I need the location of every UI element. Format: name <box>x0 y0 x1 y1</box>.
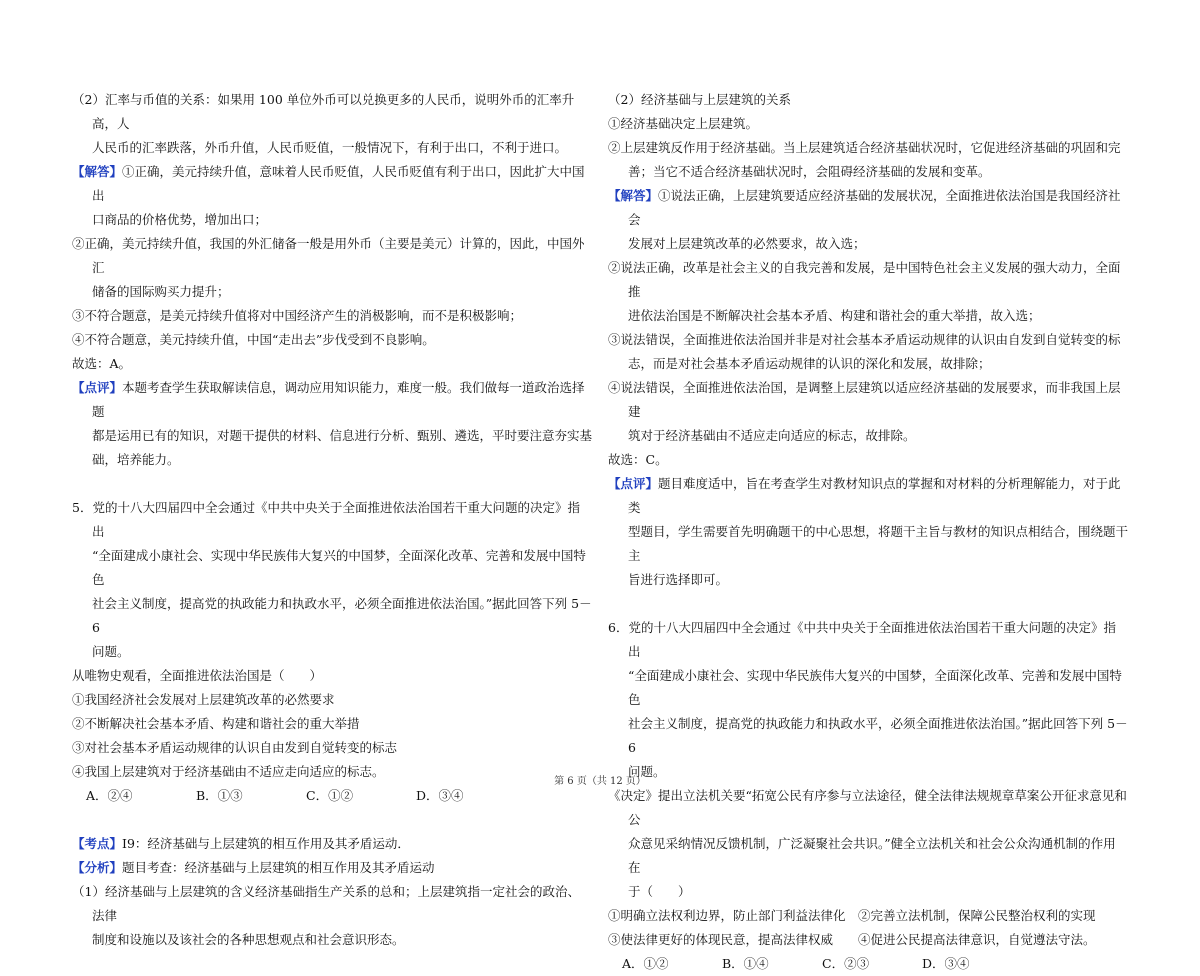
spacer <box>72 808 592 832</box>
analysis-item-1: （1）经济基础与上层建筑的含义经济基础指生产关系的总和；上层建筑指一定社会的政治、法律 制度和设施以及该社会的各种思想观点和社会意识形态。 <box>72 884 580 947</box>
relation-item-2: ②上层建筑反作用于经济基础。当上层建筑适合经济基础状况时，它促进经济基础的巩固和完 善；当它不适合经济基础状况时，会阻碍经济基础的发展和变革。 <box>608 140 1121 179</box>
option-b: B．①③ <box>196 788 243 803</box>
relation-heading: （2）经济基础与上层建筑的关系 <box>608 92 791 107</box>
question-6-options <box>608 952 1128 976</box>
answer-tag: 【解答】 <box>72 164 123 179</box>
question-6-stem: 《决定》提出立法机关要“拓宽公民有序参与立法途径，健全法律法规规章草案公开征求意见和公 众意见采纳情况反馈机制，广泛凝聚社会共识。”健全立法机关和社会公众沟通机制的作用在 于（ ） <box>608 788 1127 899</box>
knowledge-point: 【考点】I9：经济基础与上层建筑的相互作用及其矛盾运动． <box>72 836 410 851</box>
answer-section: 【解答】①说法正确，上层建筑要适应经济基础的发展状况，全面推进依法治国是我国经济社会 发展对上层建筑改革的必然要求，故入选； <box>608 188 1121 251</box>
answer-item-4: ④说法错误，全面推进依法治国，是调整上层建筑以适应经济基础的发展要求，而非我国上层建 筑对于经济基础由不适应走向适应的标志，故排除。 <box>608 380 1121 443</box>
option-c: C．①② <box>306 788 354 803</box>
question-5-options <box>72 784 592 808</box>
question-5: 5．党的十八大四届四中全会通过《中共中央关于全面推进依法治国若干重大问题的决定》指出 “全面建成小康社会、实现中华民族伟大复兴的中国梦，全面深化改革、完善和发展中国特色 社会主义制度，提高党的执政能力和执政水平，必须全面推进依法治国。”据此回答下列 5－6 问题。 <box>72 500 592 659</box>
review-tag: 【点评】 <box>608 476 659 491</box>
right-column <box>608 88 1128 976</box>
question-5-statement-4: ④我国上层建筑对于经济基础由不适应走向适应的标志。 <box>72 764 385 779</box>
option-d: D．③④ <box>416 788 464 803</box>
question-6-statements-1-2: ①明确立法权利边界，防止部门利益法律化 ②完善立法机制，保障公民整治权利的实现 <box>608 908 1096 923</box>
review-tag: 【点评】 <box>72 380 123 395</box>
question-5-statement-1: ①我国经济社会发展对上层建筑改革的必然要求 <box>72 692 335 707</box>
option-a: A．②④ <box>86 788 133 803</box>
relation-item-1: ①经济基础决定上层建筑。 <box>608 116 759 131</box>
answer-item-3: ③不符合题意，是美元持续升值将对中国经济产生的消极影响，而不是积极影响； <box>72 308 523 323</box>
analysis-tag: 【分析】 <box>72 860 123 875</box>
answer-choice: 故选：C。 <box>608 452 668 467</box>
review-section: 【点评】题目难度适中，旨在考查学生对教材知识点的掌握和对材料的分析理解能力，对于此类 型题目，学生需要首先明确题干的中心思想，将题干主旨与教材的知识点相结合，围绕题干主 旨进行选择即可。 <box>608 476 1129 587</box>
spacer <box>608 592 1128 616</box>
answer-item-4: ④不符合题意，美元持续升值，中国“走出去”步伐受到不良影响。 <box>72 332 435 347</box>
knowledge-tag: 【考点】 <box>72 836 123 851</box>
answer-tag: 【解答】 <box>608 188 659 203</box>
analysis-section: 【分析】题目考查：经济基础与上层建筑的相互作用及其矛盾运动 <box>72 860 435 875</box>
option-b: B．①④ <box>722 956 769 971</box>
left-column <box>72 88 592 952</box>
option-a: A．①② <box>622 956 669 971</box>
question-5-statement-2: ②不断解决社会基本矛盾、构建和谐社会的重大举措 <box>72 716 360 731</box>
option-d: D．③④ <box>922 956 970 971</box>
spacer <box>72 472 592 496</box>
exchange-rate-note: （2）汇率与币值的关系：如果用 100 单位外币可以兑换更多的人民币，说明外币的汇率升高，人 人民币的汇率跌落，外币升值，人民币贬值，一般情况下，有利于出口，不利于进口。 <box>72 92 575 155</box>
answer-item-2: ②说法正确，改革是社会主义的自我完善和发展，是中国特色社会主义发展的强大动力，全面推 进依法治国是不断解决社会基本矛盾、构建和谐社会的重大举措，故入选； <box>608 260 1121 323</box>
answer-item-3: ③说法错误，全面推进依法治国并非是对社会基本矛盾运动规律的认识由自发到自觉转变的标 志，而是对社会基本矛盾运动规律的认识的深化和发展，故排除； <box>608 332 1121 371</box>
review-section: 【点评】本题考查学生获取解读信息，调动应用知识能力，难度一般。我们做每一道政治选择题 都是运用已有的知识，对题干提供的材料、信息进行分析、甄别、遴选，平时要注意夯实基 础，培养能力。 <box>72 380 593 467</box>
answer-section: 【解答】①正确，美元持续升值，意味着人民币贬值，人民币贬值有利于出口，因此扩大中国出 口商品的价格优势，增加出口； <box>72 164 585 227</box>
answer-item-2: ②正确，美元持续升值，我国的外汇储备一般是用外币（主要是美元）计算的，因此，中国外汇 储备的国际购买力提升； <box>72 236 585 299</box>
answer-choice: 故选：A。 <box>72 356 132 371</box>
question-5-stem: 从唯物史观看，全面推进依法治国是（ ） <box>72 668 323 683</box>
option-c: C．②③ <box>822 956 870 971</box>
question-6: 6．党的十八大四届四中全会通过《中共中央关于全面推进依法治国若干重大问题的决定》指出 “全面建成小康社会、实现中华民族伟大复兴的中国梦，全面深化改革、完善和发展中国特色 社会主义制度，提高党的执政能力和执政水平，必须全面推进依法治国。”据此回答下列 5－6 问题。 <box>608 620 1128 779</box>
page-number-footer: 第 6 页（共 12 页） <box>554 776 646 787</box>
question-6-statements-3-4: ③使法律更好的体现民意，提高法律权威 ④促进公民提高法律意识，自觉遵法守法。 <box>608 932 1096 947</box>
question-5-statement-3: ③对社会基本矛盾运动规律的认识自由发到自觉转变的标志 <box>72 740 398 755</box>
